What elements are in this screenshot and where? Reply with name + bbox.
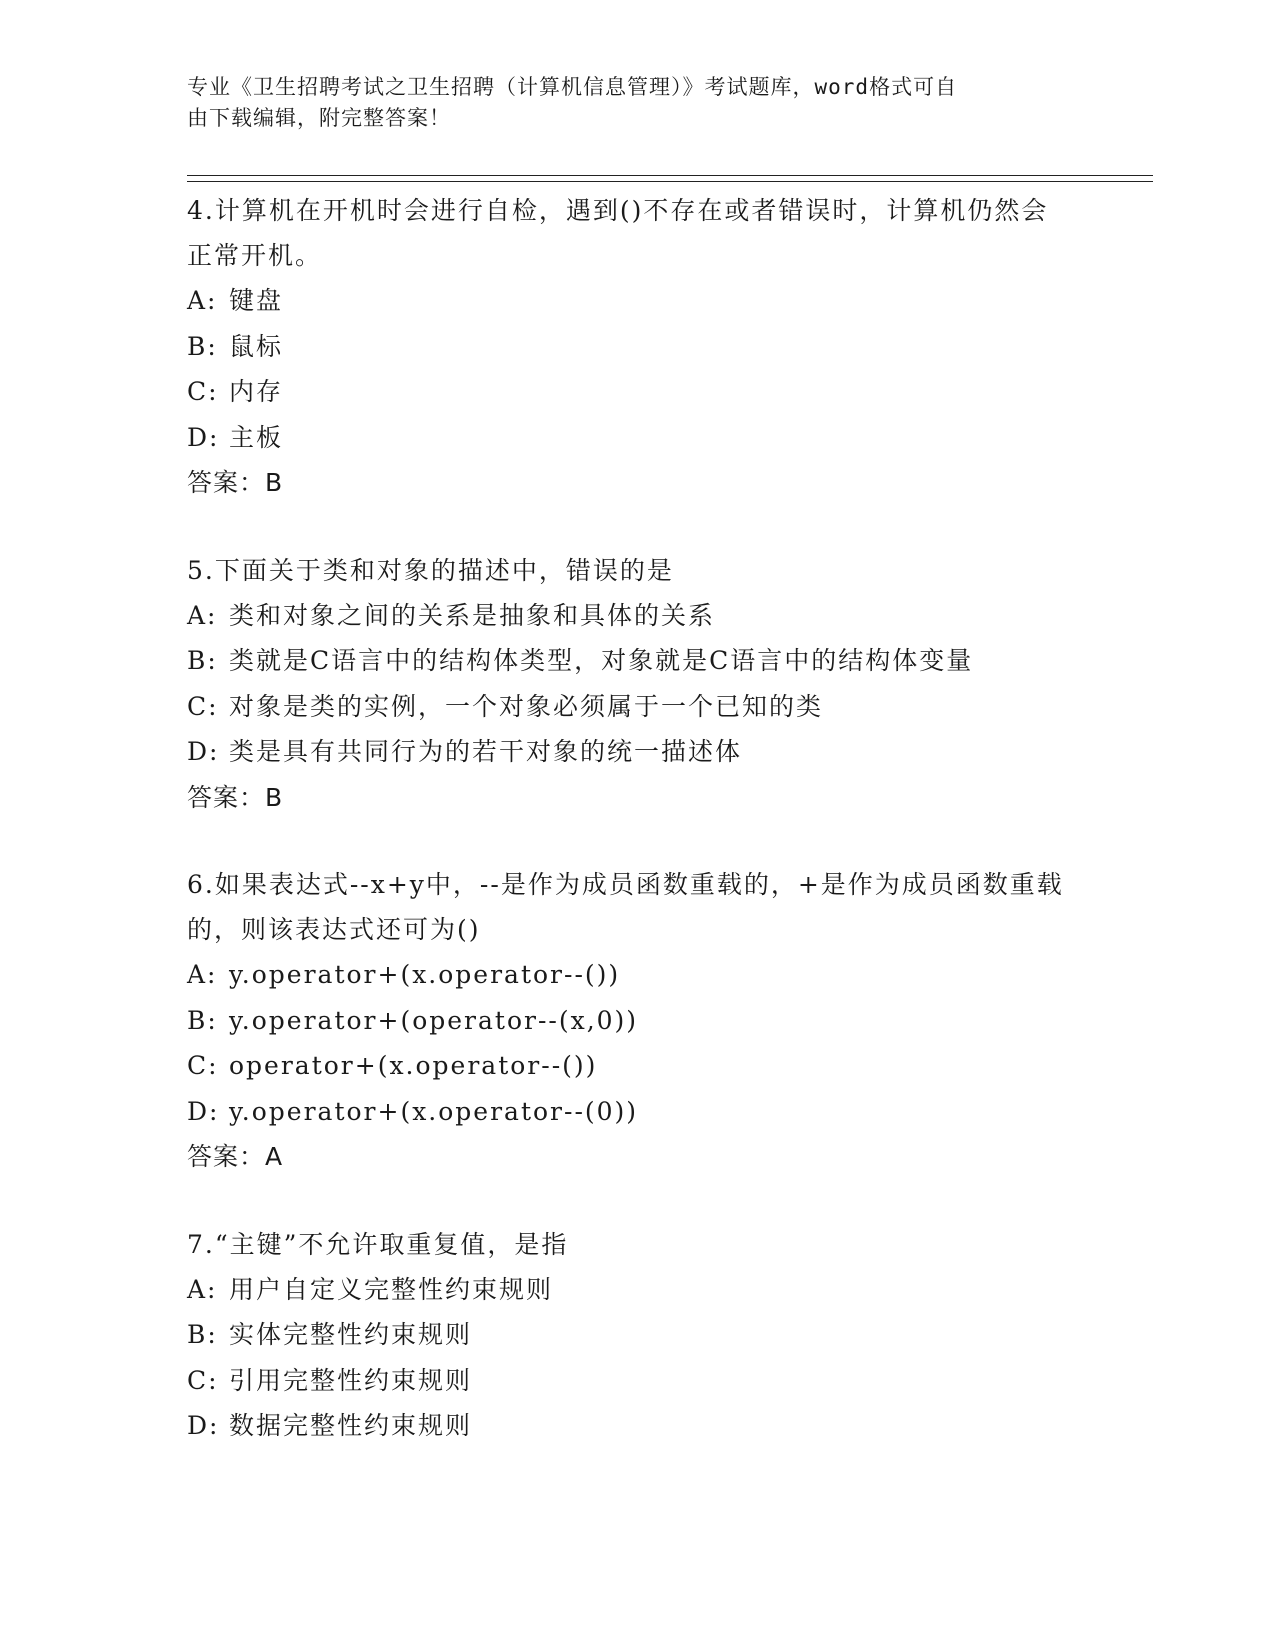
option-text: 数据完整性约束规则 bbox=[229, 1411, 473, 1440]
option-b bbox=[187, 1312, 1087, 1358]
header-line-1: 专业《卫生招聘考试之卫生招聘（计算机信息管理）》考试题库，word格式可自 bbox=[187, 75, 958, 99]
question-number: 5. bbox=[187, 555, 215, 585]
option-letter: B: bbox=[187, 1320, 218, 1349]
option-b bbox=[187, 998, 1087, 1044]
option-letter: C: bbox=[187, 377, 219, 406]
option-text: y.operator+(operator--(x,0)) bbox=[229, 1005, 639, 1035]
question-stem bbox=[187, 862, 1067, 952]
option-b bbox=[187, 638, 1087, 684]
option-c bbox=[187, 1043, 1087, 1089]
header-divider-top bbox=[187, 175, 1153, 176]
option-text: 类是具有共同行为的若干对象的统一描述体 bbox=[229, 737, 743, 766]
option-d bbox=[187, 1089, 1087, 1135]
option-letter: B: bbox=[187, 646, 218, 675]
option-a bbox=[187, 1267, 1087, 1313]
question-stem bbox=[187, 548, 1067, 593]
answer-line: 答案：B bbox=[187, 468, 284, 497]
option-letter: C: bbox=[187, 691, 219, 721]
option-text: 内存 bbox=[229, 377, 284, 406]
answer-line: 答案：B bbox=[187, 782, 284, 812]
option-letter: A: bbox=[187, 286, 218, 315]
option-text: operator+(x.operator--()) bbox=[229, 1051, 598, 1080]
answer-line: 答案：A bbox=[187, 1142, 284, 1171]
option-text: y.operator+(x.operator--(0)) bbox=[229, 1096, 639, 1126]
option-d bbox=[187, 415, 1087, 461]
option-text: 鼠标 bbox=[229, 331, 284, 361]
question-5 bbox=[187, 548, 1087, 821]
option-text: 主板 bbox=[229, 422, 284, 452]
option-text: 用户自定义完整性约束规则 bbox=[229, 1274, 554, 1304]
option-b bbox=[187, 324, 1087, 370]
option-text: y.operator+(x.operator--()) bbox=[229, 960, 621, 989]
header-divider-bottom bbox=[187, 181, 1153, 182]
question-stem bbox=[187, 1222, 1067, 1267]
option-letter: A: bbox=[187, 960, 218, 989]
question-text: 计算机在开机时会进行自检，遇到()不存在或者错误时，计算机仍然会正常开机。 bbox=[187, 196, 1049, 270]
option-text: 类就是C语言中的结构体类型，对象就是C语言中的结构体变量 bbox=[229, 646, 974, 675]
question-6 bbox=[187, 862, 1087, 1180]
option-text: 实体完整性约束规则 bbox=[229, 1320, 473, 1349]
document-header bbox=[187, 72, 1067, 134]
option-letter: C: bbox=[187, 1365, 219, 1395]
option-text: 对象是类的实例，一个对象必须属于一个已知的类 bbox=[229, 691, 824, 721]
question-number: 7. bbox=[187, 1229, 215, 1259]
question-text: 如果表达式--x+y中，--是作为成员函数重载的，+是作为成员函数重载的，则该表达式还可为() bbox=[187, 870, 1064, 944]
option-letter: B: bbox=[187, 1005, 218, 1035]
question-4 bbox=[187, 188, 1087, 506]
option-c bbox=[187, 1358, 1087, 1404]
option-letter: D: bbox=[187, 422, 220, 452]
option-text: 引用完整性约束规则 bbox=[229, 1365, 473, 1395]
question-number: 4. bbox=[187, 196, 215, 225]
option-letter: D: bbox=[187, 1411, 220, 1440]
option-letter: A: bbox=[187, 600, 218, 630]
option-a bbox=[187, 952, 1087, 998]
question-stem bbox=[187, 188, 1067, 278]
option-letter: D: bbox=[187, 1096, 220, 1126]
option-text: 键盘 bbox=[229, 286, 284, 315]
question-text: 下面关于类和对象的描述中，错误的是 bbox=[214, 555, 674, 585]
question-list bbox=[187, 188, 1087, 1449]
question-text: “主键”不允许取重复值，是指 bbox=[214, 1229, 569, 1259]
option-letter: A: bbox=[187, 1274, 218, 1304]
option-letter: C: bbox=[187, 1051, 219, 1080]
question-7 bbox=[187, 1222, 1087, 1449]
header-line-2: 由下载编辑，附完整答案！ bbox=[187, 106, 451, 130]
question-number: 6. bbox=[187, 870, 215, 899]
option-a bbox=[187, 593, 1087, 639]
option-d bbox=[187, 1403, 1087, 1449]
option-text: 类和对象之间的关系是抽象和具体的关系 bbox=[229, 600, 716, 630]
option-c bbox=[187, 684, 1087, 730]
option-c bbox=[187, 369, 1087, 415]
option-letter: B: bbox=[187, 331, 218, 361]
option-a bbox=[187, 278, 1087, 324]
option-d bbox=[187, 729, 1087, 775]
option-letter: D: bbox=[187, 737, 220, 766]
